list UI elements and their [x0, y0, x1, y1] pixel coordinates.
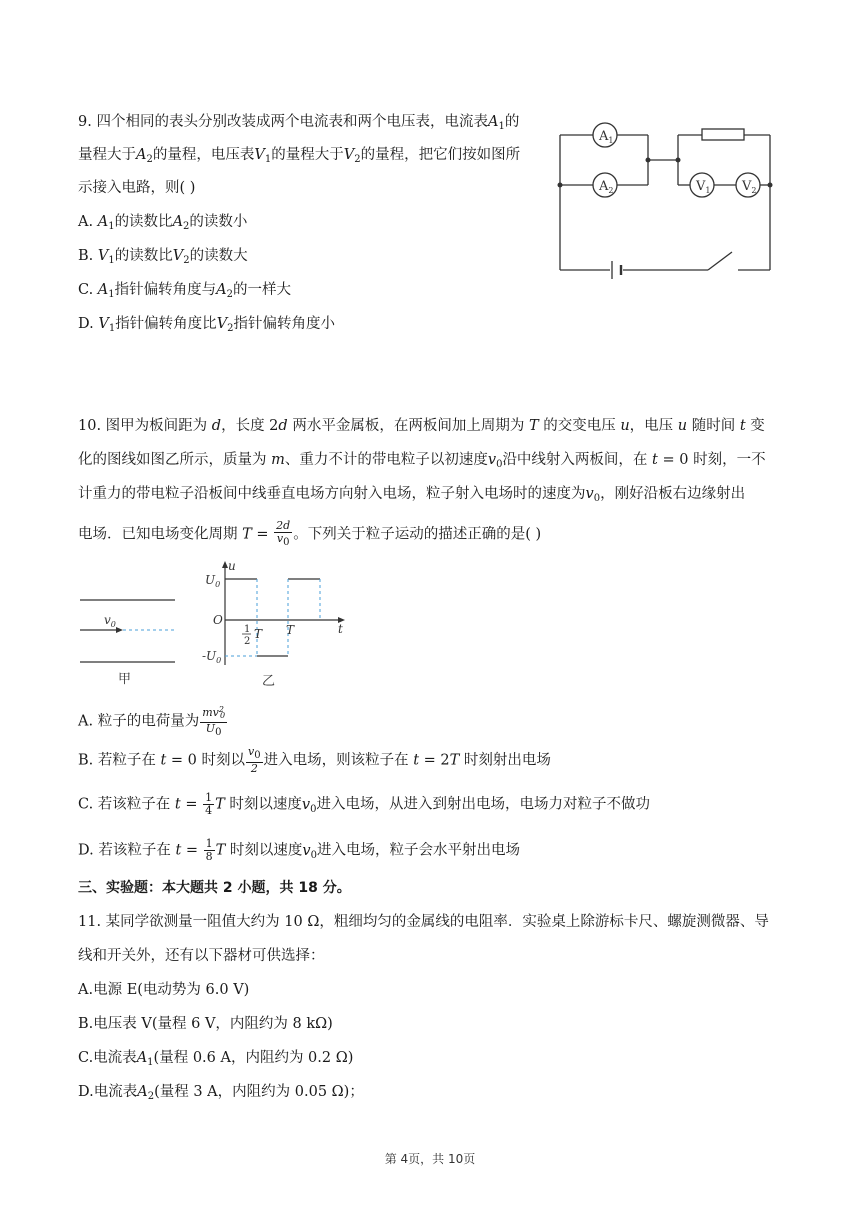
ammeter-a1-icon: [593, 123, 617, 147]
q10-option-d[interactable]: D. 若该粒子在 t = $\frac{1}{8}$ T 时刻以速度$v_0$进入电场，粒子会水平射出电场: [78, 837, 520, 863]
q10-figure-yi: [200, 560, 360, 690]
svg-text:V2: $V_2$: [742, 179, 757, 195]
q10-option-b[interactable]: B. 若粒子在 t = 0 时刻以 $\frac{v0}{2}$ 进入电场，则该粒子在 t = 2T 时刻射出电场: [78, 745, 551, 775]
q9-option-b[interactable]: B. $V_1$的读数比$V_2$的读数大: [78, 248, 248, 266]
q9-option-d[interactable]: D. $V_1$指针偏转角度比$V_2$指针偏转角度小: [78, 316, 336, 334]
q9-circuit-diagram: [550, 115, 790, 285]
q9-stem-line2: 量程大于$A_2$的量程，电压表$V_1$的量程大于$V_2$的量程，把它们按如图所: [78, 147, 521, 165]
q10-figure-jia: [78, 590, 188, 690]
svg-text:A1: $A_1$: [599, 129, 614, 145]
q11-item-c: C.电流表$A_1$(量程 0.6 A，内阻约为 0.2 Ω): [78, 1050, 354, 1068]
svg-text:T: T: [286, 623, 295, 637]
svg-text:2: 2: [244, 636, 251, 647]
q9-stem-line1: 9. 四个相同的表头分别改装成两个电流表和两个电压表，电流表$A_1$的: [78, 114, 520, 132]
page-footer: 第 4页，共 10页: [384, 1152, 476, 1166]
svg-text:T: T: [254, 627, 263, 641]
q9-stem-line3: 示接入电路，则( ): [78, 180, 196, 196]
voltmeter-v1-icon: [690, 173, 714, 197]
svg-text:O: O: [213, 613, 223, 627]
q10-stem-line3: 计重力的带电粒子沿板间中线垂直电场方向射入电场，粒子射入电场时的速度为$v_0$，刚好沿板右边缘射出: [78, 486, 746, 504]
svg-text:t: t: [338, 622, 343, 636]
q10-option-c[interactable]: C. 若该粒子在 t = $\frac{1}{4}$ T 时刻以速度$v_0$进入电场，从进入到射出电场，电场力对粒子不做功: [78, 791, 650, 817]
svg-text:A2: $A_2$: [599, 179, 614, 195]
voltmeter-v2-icon: [736, 173, 760, 197]
svg-text:1: 1: [244, 624, 251, 635]
section-3-heading: 三、实验题：本大题共 2 小题，共 18 分。: [78, 880, 351, 896]
q10-option-a[interactable]: A. 粒子的电荷量为 $\frac{mv^20}{U0}$: [78, 705, 226, 738]
q10-stem-line4: 电场．已知电场变化周期 T = $\frac{2d}{v0}$ 。下列关于粒子运动的描述正确的是( ): [78, 519, 542, 548]
q11-stem-line2: 线和开关外，还有以下器材可供选择：: [78, 948, 325, 964]
q11-item-a: A.电源 E(电动势为 6.0 V): [78, 982, 250, 998]
q11-item-b: B.电压表 V(量程 6 V，内阻约为 8 kΩ): [78, 1016, 333, 1032]
ammeter-a2-icon: [593, 173, 617, 197]
symbol-A1: $A_1$: [487, 114, 505, 132]
svg-text:V1: $V_1$: [696, 179, 711, 195]
q9-option-c[interactable]: C. $A_1$指针偏转角度与$A_2$的一样大: [78, 282, 292, 300]
svg-text:v0: $v_0$: [104, 613, 116, 629]
resistor-icon: [702, 129, 744, 140]
svg-text:乙: 乙: [262, 674, 276, 689]
q10-stem-line1: 10. 图甲为板间距为 d，长度 2d 两水平金属板，在两板间加上周期为 T 的交变电压 u，电压 u 随时间 t 变: [78, 418, 765, 434]
svg-text:u: u: [228, 560, 236, 573]
q11-item-d: D.电流表$A_2$(量程 3 A，内阻约为 0.05 Ω)；: [78, 1084, 364, 1102]
q9-option-a[interactable]: A. $A_1$的读数比$A_2$的读数小: [78, 214, 248, 232]
svg-text:甲: 甲: [118, 672, 132, 687]
q10-stem-line2: 化的图线如图乙所示，质量为 m、重力不计的带电粒子以初速度$v_0$沿中线射入两板间，在 t = 0 时刻，一不: [78, 452, 766, 470]
svg-text:U0: $U_0$: [205, 573, 221, 589]
svg-text:-U0: $-U_0$: [202, 649, 222, 665]
q11-stem-line1: 11. 某同学欲测量一阻值大约为 10 Ω，粗细均匀的金属线的电阻率．实验桌上除游标卡尺、螺旋测微器、导: [78, 914, 769, 930]
